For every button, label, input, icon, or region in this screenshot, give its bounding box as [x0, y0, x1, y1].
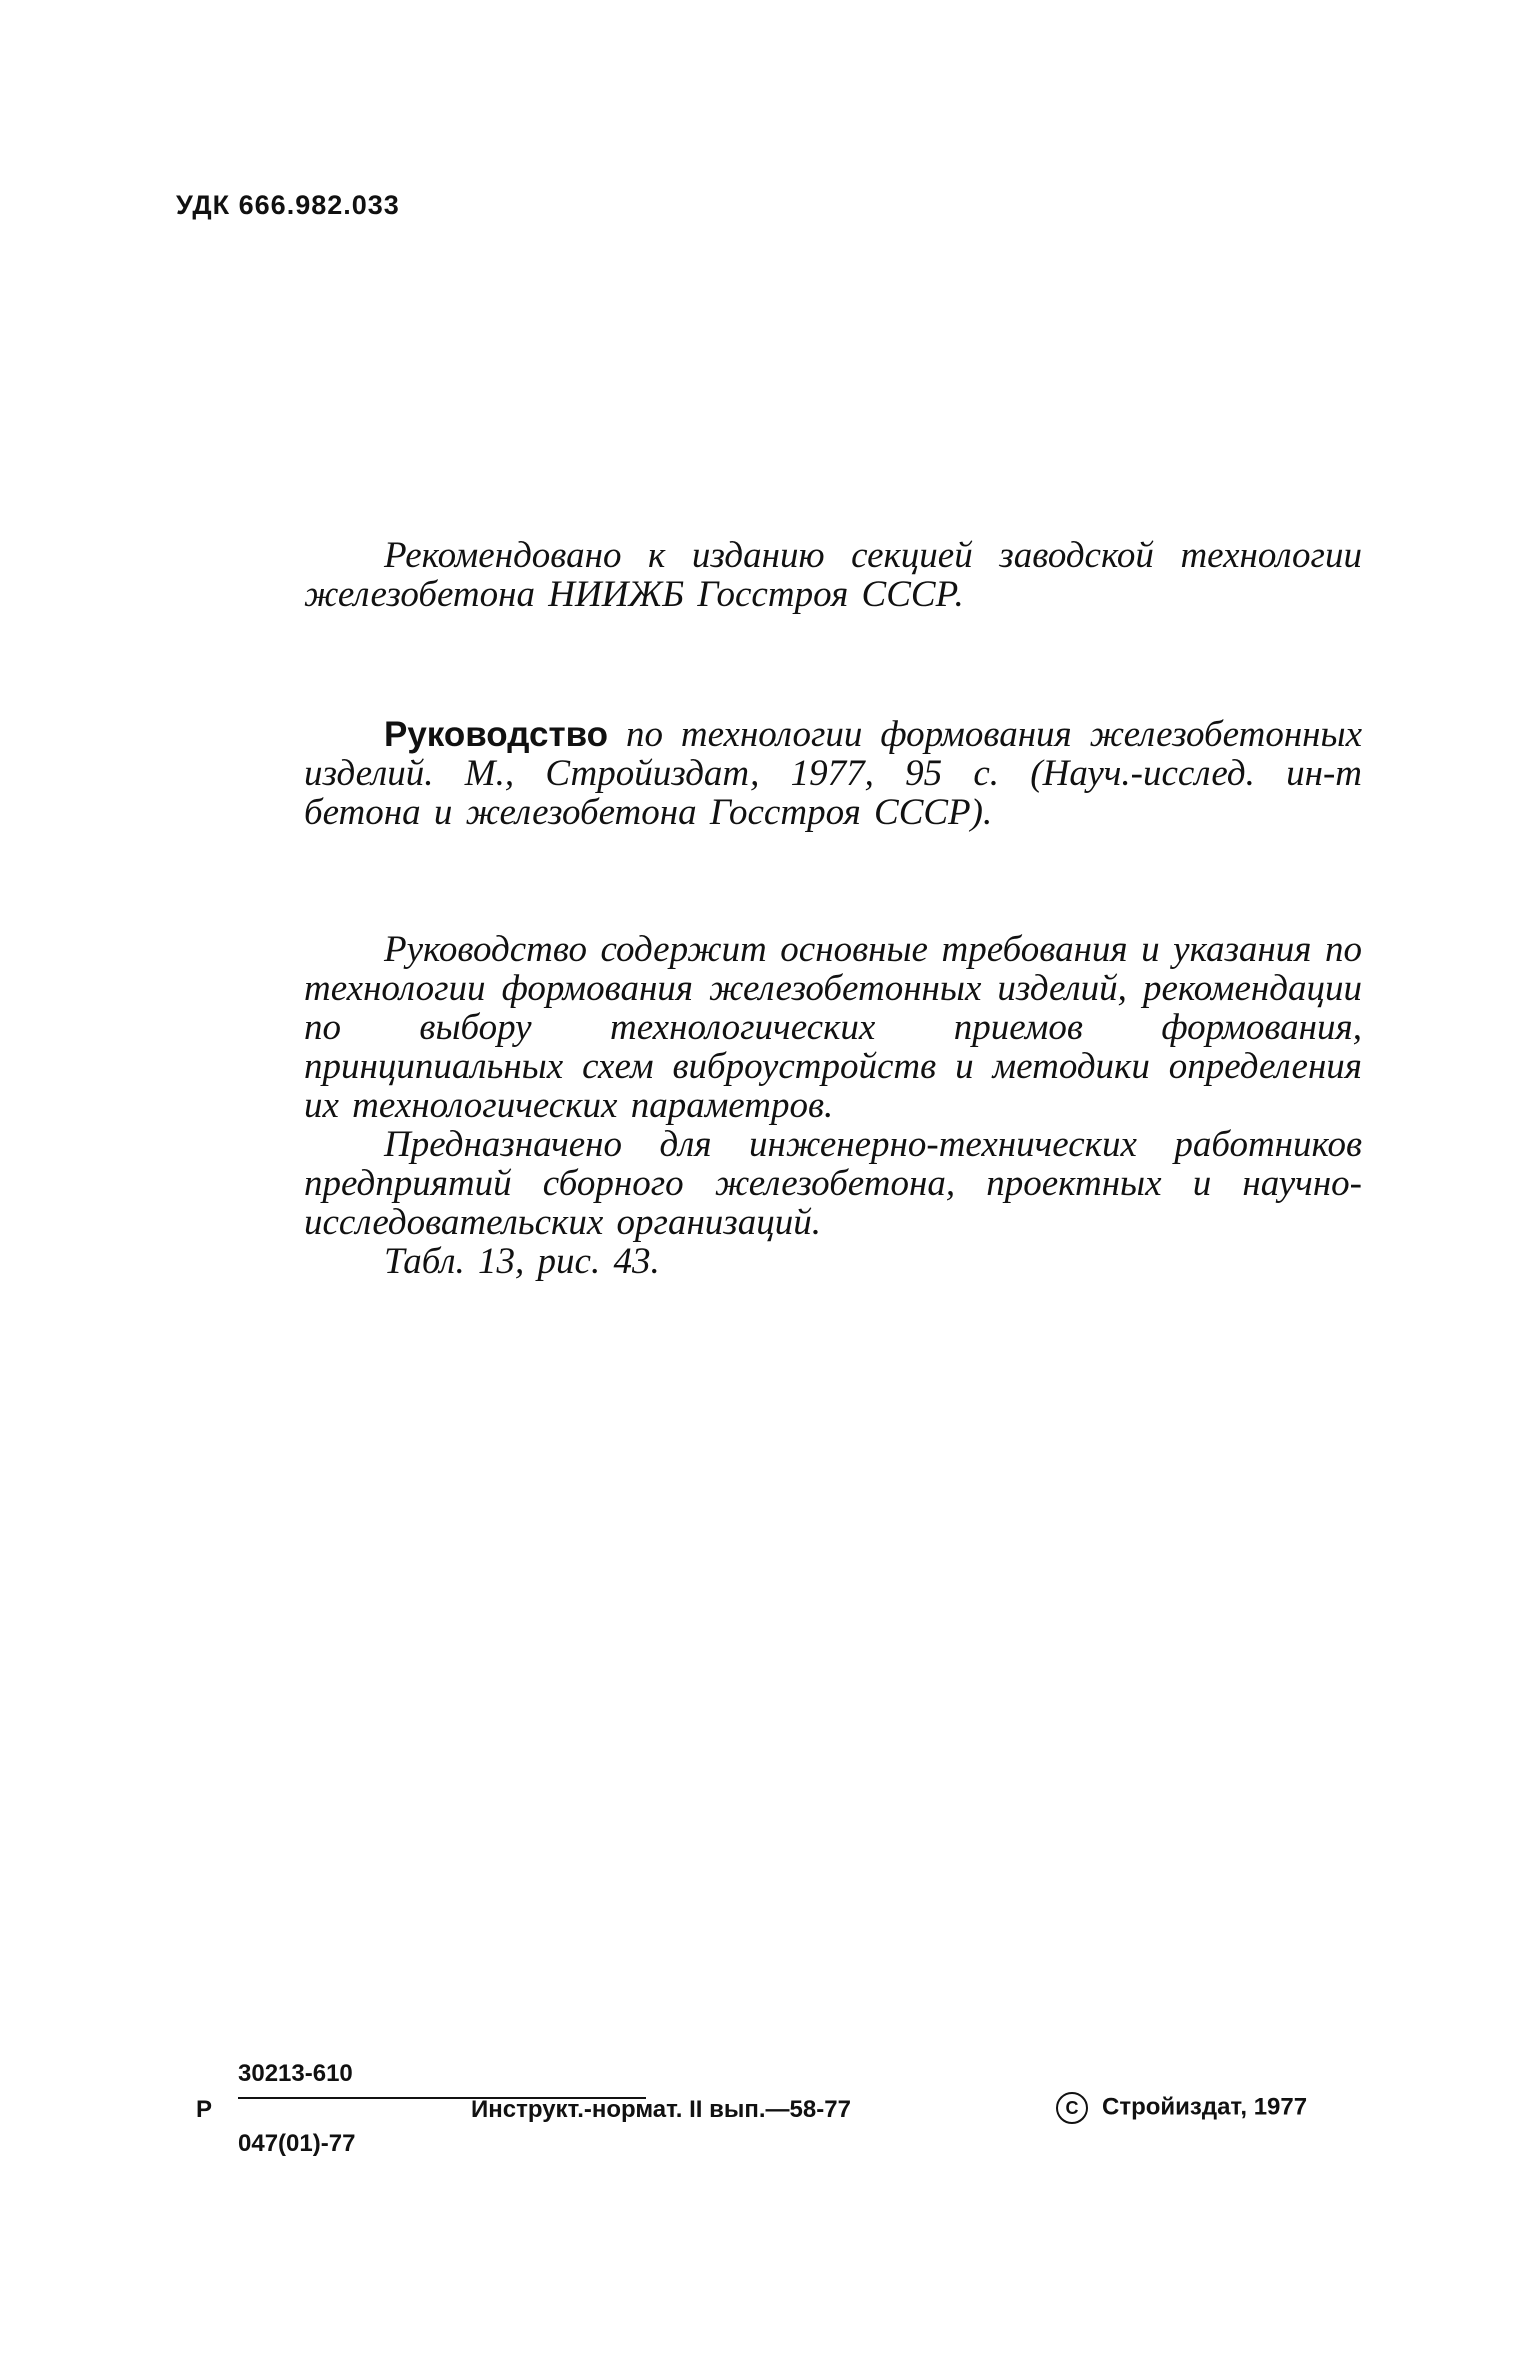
- imprint-letter: Р: [196, 2096, 213, 2123]
- abstract-paragraph-1: Руководство содержит основные требования и указания по технологии формования железобетонных изделий, рекомендации по выбору технологических приемов формования, принципиальных схем виброустройств и методики определения их технологических параметров.: [304, 929, 1362, 1126]
- imprint-denominator: 047(01)-77: [238, 2130, 356, 2157]
- reference-text: по технологии формования железобетонных изделий. М., Стройиздат, 1977, 95 с. (Науч.-исслед. ин-т бетона и железобетона Госстроя СССР).: [304, 714, 1363, 833]
- imprint-numerator: 30213-610: [238, 2060, 353, 2087]
- recommendation-note: [304, 536, 1362, 614]
- recommendation-text: Рекомендовано к изданию секцией заводской технологии железобетона НИИЖБ Госстроя СССР.: [304, 535, 1362, 615]
- udk-code: УДК 666.982.033: [176, 190, 400, 220]
- copyright-publisher: Стройиздат, 1977: [1102, 2093, 1308, 2121]
- copyright-icon: C: [1056, 2092, 1088, 2124]
- copyright: [1056, 2092, 1307, 2124]
- bibliographic-reference: [304, 715, 1362, 832]
- reference-title-word: Руководство: [384, 715, 609, 754]
- abstract-tables-figures: Табл. 13, рис. 43.: [384, 1241, 660, 1282]
- imprint: [196, 2060, 1366, 2170]
- imprint-series: Инструкт.-нормат. II вып.—58-77: [471, 2096, 851, 2123]
- abstract-paragraph-2: Предназначено для инженерно-технических работников предприятий сборного железобетона, проектных и научно-исследовательских организаций.: [304, 1124, 1362, 1243]
- abstract: [304, 930, 1362, 1281]
